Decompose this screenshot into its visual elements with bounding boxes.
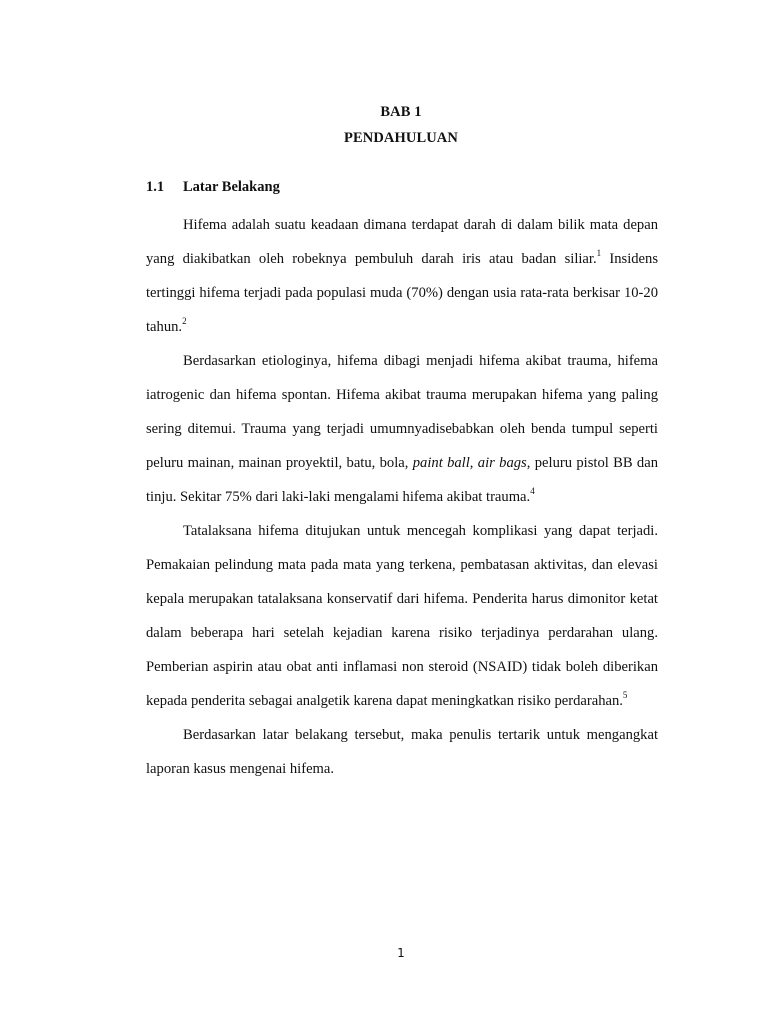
chapter-title: PENDAHULUAN [344,130,458,146]
section-heading [146,179,280,196]
paragraph-text: Hifema adalah suatu keadaan dimana terdapat darah di dalam bilik mata depan yang diakibatkan oleh robeknya pembuluh darah iris atau badan siliar. [146,217,658,267]
body-text [146,208,658,786]
paragraph-text: Berdasarkan etiologinya, hifema dibagi menjadi hifema akibat trauma, hifema iatrogenic dan hifema spontan. Hifema akibat trauma merupakan hifema yang paling sering ditemui. Trauma yang terjadi umumnyadisebabkan oleh benda tumpul seperti peluru mainan, mainan proyektil, batu, bola, [146,353,658,471]
page-number: 1 [397,946,405,960]
footnote-ref: 5 [622,690,628,701]
paragraph-text: , peluru pistol BB dan tinju. Sekitar 75% dari laki-laki mengalami hifema akibat trauma. [146,455,659,505]
italic-term: air bags [477,455,527,471]
paragraph [146,718,658,786]
footnote-ref: 4 [530,486,535,497]
paragraph [146,344,658,514]
section-number: 1.1 [146,179,165,195]
paragraph-text: Insidens tertinggi hifema terjadi pada populasi muda (70%) dengan usia rata-rata berkisar 10-20 tahun. [146,251,659,335]
paragraph-text: , [469,455,478,471]
chapter-number: BAB 1 [380,104,422,120]
paragraph [146,208,658,344]
footnote-ref: 2 [182,316,187,327]
footnote-ref: 1 [596,248,602,259]
paragraph-text: Berdasarkan latar belakang tersebut, maka penulis tertarik untuk mengangkat laporan kasus mengenai hifema. [146,727,658,777]
paragraph-text: Tatalaksana hifema ditujukan untuk mencegah komplikasi yang dapat terjadi. Pemakaian pelindung mata pada mata yang terkena, pembatasan aktivitas, dan elevasi kepala merupakan tatalaksana konservatif dari hifema. Penderita harus dimonitor ketat dalam beberapa hari setelah kejadian karena risiko terjadinya perdarahan ulang. Pemberian aspirin atau obat anti inflamasi non steroid (NSAID) tidak boleh diberikan kepada penderita sebagai analgetik karena dapat meningkatkan risiko perdarahan. [146,523,658,709]
paragraph [146,514,658,718]
section-title: Latar Belakang [183,179,280,195]
italic-term: paint ball [412,455,470,471]
